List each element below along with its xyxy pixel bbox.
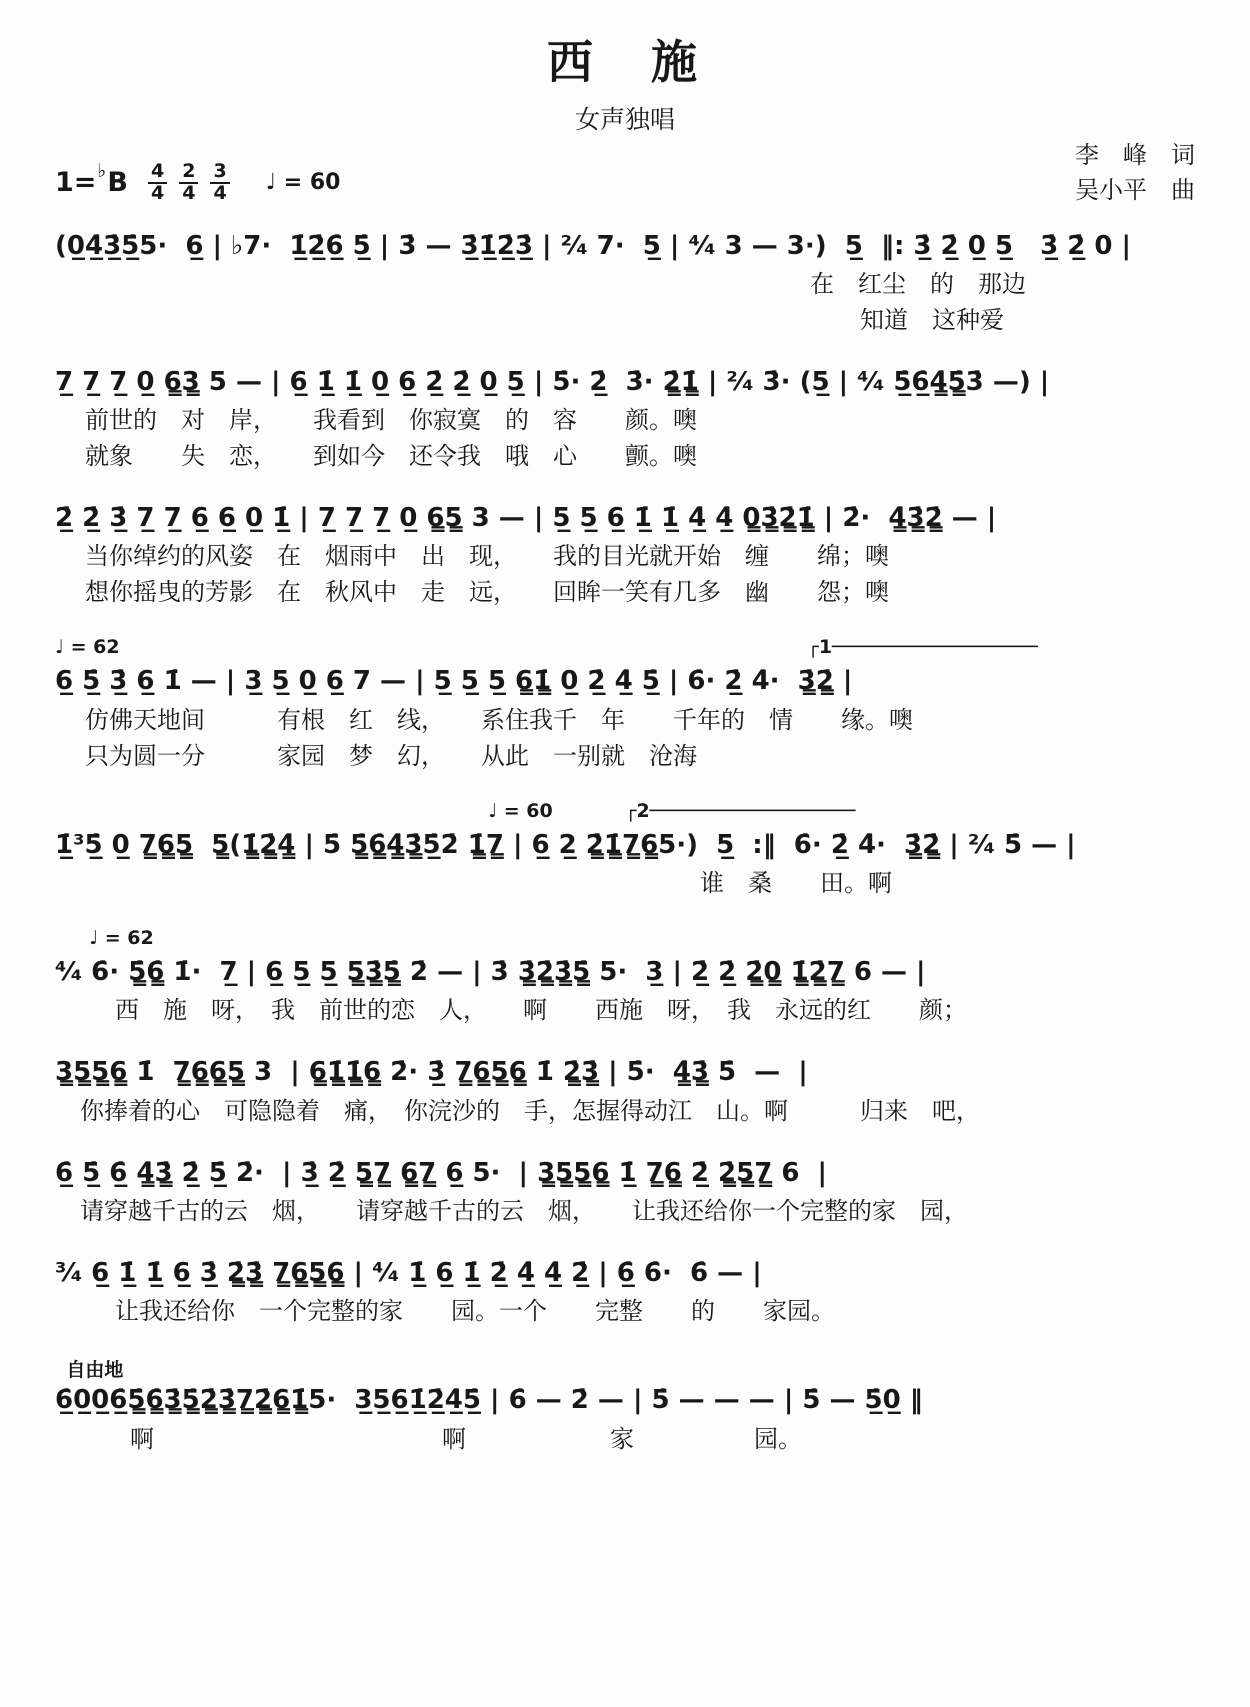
key-note: B (107, 167, 128, 199)
composer-credit: 吴小平 曲 (1075, 175, 1195, 204)
song-subtitle: 女声独唱 (574, 105, 675, 134)
key-signature-line (55, 159, 341, 208)
lyric-line: 当你绰约的风姿 在 烟雨中 出 现， 我的目光就开始 缠 绵；噢 (85, 542, 889, 571)
lyric-line: 请穿越千古的云 烟， 请穿越千古的云 烟， 让我还给你一个完整的家 园， (80, 1196, 968, 1225)
meter-fraction: $\frac{2}{4}$ (179, 162, 198, 204)
notation-line: 6̲̇ 5̲̇ 6̲̇ 4̳̇3̳̇ 2̲̇ 5̲̇ 2̇· | 3̲̇ 2̲̇ 5̳7̳ 6̳7̳ 6̲ 5· | 3̳5̳5̳6̳ 1̲̇ 7̳6̳ 2̲̇ 2̳̇5̳7̳ 6 | (55, 1157, 828, 1188)
notation-line: 7̲ 7̲ 7̲ 0̲ 6̳3̳ 5 — | 6̲ 1̲̇ 1̲̇ 0̲ 6̲ 2̲̇ 2̲̇ 0̲ 5̲ | 5̇· 2̲̇ 3̇· 2̳̇1̳̇ | ²⁄₄ 3̇· (5̲ | ⁴⁄₄ 5̲̇6̲̇4̳̇5̳̇3̇ —) | (55, 366, 1050, 397)
notation-line: ⁴⁄₄ 6̇· 5̳̇6̳̇ 1̇· 7̲ | 6̲ 5̲ 5̲ 5̳3̳̇5̳̇ 2̇ — | 3̇ 3̳̇2̳̇3̳̇5̳̇ 5· 3̲ | 2̲̇ 2̲̇ 2̳̇0̳ 1̳̇2̳̇7̳ 6 — | (55, 957, 926, 988)
lyric-line: 啊 啊 家 园。 (130, 1424, 802, 1453)
annotation-row (55, 925, 1195, 952)
lyric-line: 谁 桑 田。啊 (700, 869, 892, 898)
tempo-or-volta-annotation: ♩ = 62 (89, 927, 154, 950)
music-system (55, 1253, 1195, 1329)
annotation-row (55, 634, 1195, 661)
notation-line: 2̲̇ 2̲̇ 3̲̇ 7̲ 7̲ 6̲ 6̲ 0̲ 1̲̇ | 7̲ 7̲ 7̲ 0̲ 6̳5̳ 3 — | 5̲ 5̲ 6̲ 1̲̇ 1̲̇ 4̲̇ 4̲̇ 0̳3̳̇2̳̇1̳̇ | 2̇· 4̳̇3̳̇2̳̇ — | (55, 503, 997, 534)
tempo-or-volta-annotation: ┌1────────────────── (807, 636, 1038, 659)
tempo-or-volta-annotation: ♩ = 62 (55, 636, 120, 659)
meter-fraction: $\frac{3}{4}$ (210, 162, 229, 204)
notation-line: 6̲̇0̲0̲6̲̇5̳̇6̳̇3̳̇5̳̇2̳̇3̳̇7̳2̳̇6̳1̳̇5· 3̲5̲6̲1̲̇2̲̇4̲̇5̲̇ | 6̇ — 2̇ — | 5̇ — — — | 5̇ — 5̲̇0̲ ‖ (55, 1385, 923, 1416)
music-system (55, 1353, 1195, 1456)
lyric-line: 西 施 呀， 我 前世的恋 人， 啊 西施 呀， 我 永远的红 颜； (115, 996, 967, 1025)
tempo-marking: ♩ = 60 (265, 170, 341, 196)
notation-line: (0̲4̲̇3̲̇5̲̇5· 6̲ | ♭7· 1̲̇2̲̇6̲̇ 5̲̇ | 3̇ — 3̲̇1̲̇2̲̇3̲̇ | ²⁄₄ 7· 5̲ | ⁴⁄₄ 3 — 3·) 5̲ ‖: 3̲̇ 2̲̇ 0̲ 5̲ 3̲̇ 2̲̇ 0 | (55, 230, 1132, 261)
music-system (55, 498, 1195, 610)
annotation-row (55, 1353, 1195, 1380)
notation-line: ³⁄₄ 6̲ 1̲̇ 1̲̇ 6̲ 3̲̇ 2̳̇3̳̇ 7̳6̳5̳6̳ | ⁴⁄₄ 1̲̇ 6̲ 1̲̇ 2̲̇ 4̲̇ 4̲̇ 2̲̇ | 6̲̇ 6̇· 6̇ — | (55, 1257, 762, 1288)
lyricist-credit: 李 峰 词 (1075, 141, 1195, 169)
music-system (55, 1052, 1195, 1128)
systems (55, 226, 1195, 1457)
lyric-line: 只为圆一分 家园 梦 幻， 从此 一别就 沧海 (85, 741, 697, 770)
credits-block (1075, 138, 1195, 208)
lyric-line: 仿佛天地间 有根 红 线， 系住我千 年 千年的 情 缘。噢 (85, 705, 913, 734)
music-system (55, 925, 1195, 1028)
tempo-or-volta-annotation: ┌2────────────────── (625, 799, 856, 822)
flat-icon: ♭ (97, 159, 107, 182)
tempo-or-volta-annotation: ♩ = 60 (488, 799, 553, 822)
notation-line: 1̲̇³5̲̇ 0̲ 7̳6̳5̳ 5̳(1̳̇2̳̇4̳̇ | 5̇ 5̳̇6̳̇4̳̇3̳̇5̲̇2̇ 1̳̇7̳ | 6̲ 2̲ 2̳̇1̳̇7̳6̳5·) 5̲ :‖ 6̇· 2̲̇ 4̇· 3̳̇2̳̇ | ²⁄₄ 5̇ — | (55, 829, 1076, 860)
lyric-line: 你捧着的心 可隐隐着 痛， 你浣沙的 手，怎握得动江 山。啊 归来 吧， (80, 1096, 980, 1125)
music-system (55, 1153, 1195, 1229)
lyric-line: 就象 失 恋， 到如今 还令我 哦 心 颤。噢 (85, 442, 697, 471)
music-system (55, 798, 1195, 901)
meter-fraction: $\frac{4}{4}$ (148, 162, 167, 204)
lyric-line: 想你摇曳的芳影 在 秋风中 走 远， 回眸一笑有几多 幽 怨；噢 (85, 578, 889, 607)
notation-line: 6̲ 5̲̇ 3̲̇ 6̲ 1̇ — | 3̲ 5̲ 0̲ 6̲ 7 — | 5̲ 5̲ 5̲ 6̳1̳̇ 0̲ 2̲̇ 4̲̇ 5̲̇ | 6̇· 2̲̇ 4̇· 3̳̇2̳̇ | (55, 666, 853, 697)
lyric-line: 让我还给你 一个完整的家 园。一个 完整 的 家园。 (115, 1297, 835, 1326)
key-prefix: 1= (55, 167, 97, 199)
music-system (55, 362, 1195, 474)
tempo-or-volta-annotation: 自由地 (66, 1359, 124, 1382)
meter-list (142, 159, 236, 204)
meta-row (55, 138, 1195, 208)
lyric-line: 在 红尘 的 那边 (810, 269, 1026, 298)
annotation-row (55, 798, 1195, 825)
music-system (55, 226, 1195, 338)
lyric-line: 知道 这种爱 (860, 305, 1004, 334)
song-title: 西 施 (547, 35, 703, 89)
music-system (55, 634, 1195, 773)
lyric-line: 前世的 对 岸， 我看到 你寂寞 的 容 颜。噢 (85, 406, 697, 435)
notation-line: 3̳5̳5̳6̳ 1̇ 7̳6̳6̳5̳ 3 | 6̳1̳̇1̳̇6̳ 2̇· 3̲̇ 7̳6̳5̳6̳ 1̇ 2̳̇3̳̇ | 5̇· 4̳̇3̳̇ 5̇ — | (55, 1057, 808, 1088)
